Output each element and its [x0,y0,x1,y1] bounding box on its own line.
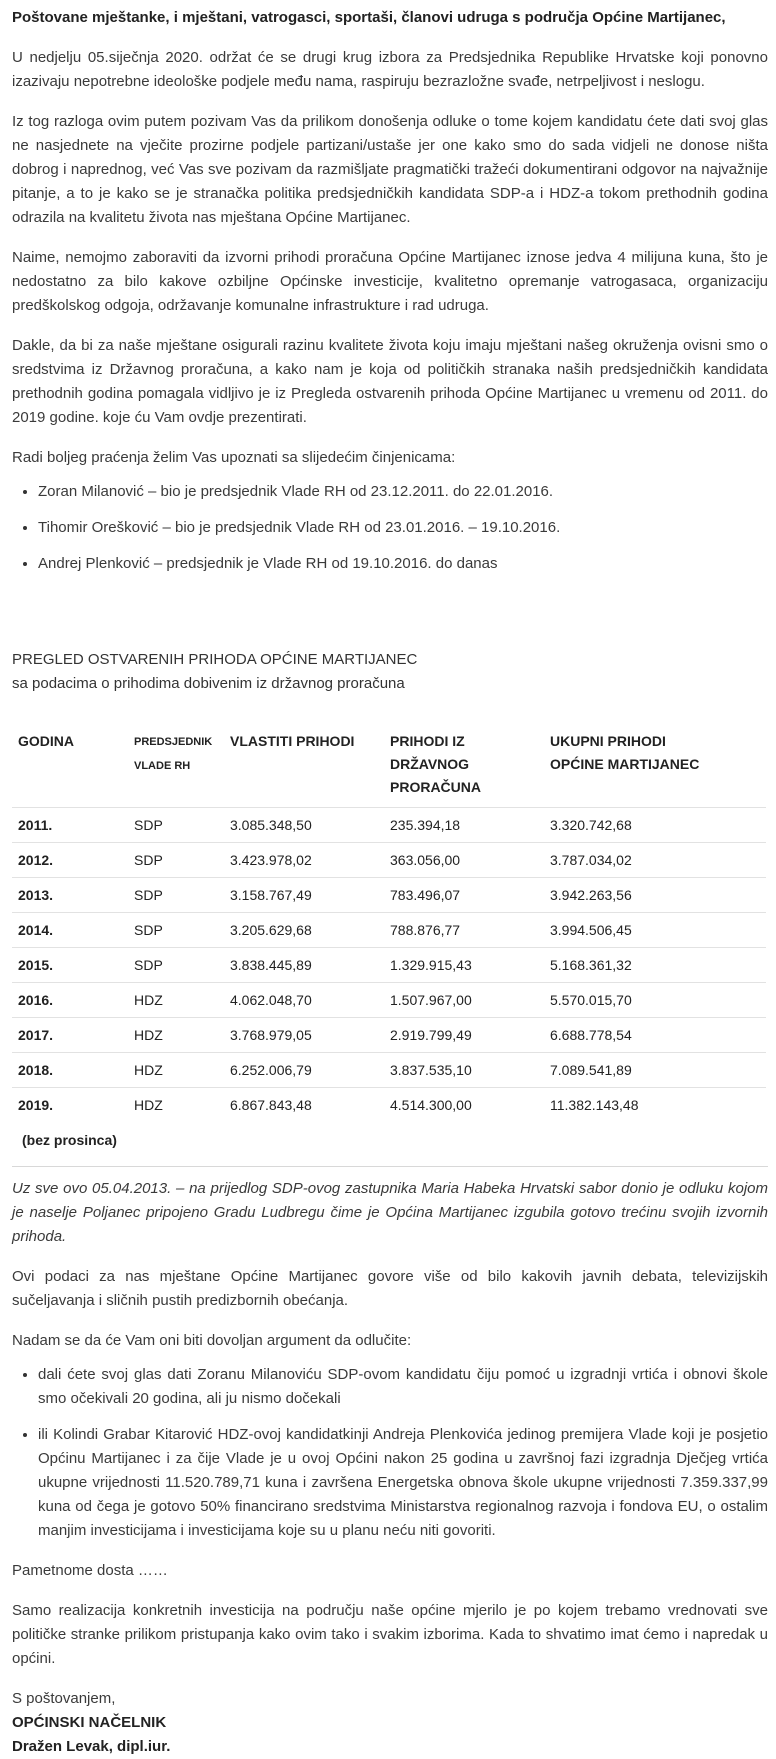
facts-list [12,480,768,576]
cell-year: 2016. [12,983,128,1018]
facts-intro: Radi boljeg praćenja želim Vas upoznati sa slijedećim činjenicama: [12,449,456,466]
header-president: PREDSJEDNIK VLADE RH [128,722,224,808]
enough-line: Pametnome dosta …… [12,1562,168,1579]
signature [12,1687,768,1759]
cell-state: 1.507.967,00 [384,983,544,1018]
header-year: GODINA [12,722,128,808]
header-own-income: VLASTITI PRIHODI [224,722,384,808]
table-row [12,808,766,843]
cell-own: 3.768.979,05 [224,1018,384,1053]
italic-note: Uz sve ovo 05.04.2013. – na prijedlog SDP-ovog zastupnika Maria Habeka Hrvatski sabor donio je odluku kojom je naselje Poljanec pripojeno Gradu Ludbregu čime je Općina Martijanec izgubila gotovo trećinu svojih izvornih prihoda. [12,1180,768,1245]
cell-own: 3.423.978,02 [224,843,384,878]
cell-own: 6.252.006,79 [224,1053,384,1088]
budget-paragraph: Naime, nemojmo zaboraviti da izvorni prihodi proračuna Općine Martijanec iznose jedva 4 milijuna kuna, što je nedostatno za bilo kakove ozbiljne Općinske investicije, kvalitetno opremanje vatrogasaca, organizaciju predškolskog odgoja, održavanje komunalne infrastrukture i rad udruga. [12,249,768,314]
cell-total: 3.787.034,02 [544,843,766,878]
appeal-paragraph: Iz tog razloga ovim putem pozivam Vas da prilikom donošenja odluke o tome kojem kandidatu ćete dati svoj glas ne nasjednete na vječite prozirne podjele partizani/ustaše jer one kako smo do sada vidjeli ne donose ništa dobrog i naprednog, već Vas sve pozivam da razmišljate pragmatički tražeći dokumentirani odgovor na najvažnije pitanje, a to je kako se je stranačka politika predsjedničkih kandidata SDP-a i HDZ-a tokom prethodnih godina odrazila na kvalitetu života nas mještana Općine Martijanec. [12,113,768,226]
cell-own: 3.085.348,50 [224,808,384,843]
cell-state: 4.514.300,00 [390,1097,472,1113]
cell-total: 5.168.361,32 [544,948,766,983]
income-table [12,722,766,1122]
choices-list [12,1363,768,1543]
signature-name: Dražen Levak, dipl.iur. [12,1738,171,1755]
list-item: • Andrej Plenković – predsjednik je Vlade RH od 19.10.2016. do danas [38,552,768,576]
cell-party: SDP [128,843,224,878]
cell-total: 3.994.506,45 [544,913,766,948]
closing-paragraph: Ovi podaci za nas mještane Općine Martijanec govore više od bilo kakovih javnih debata, televizijskih sučeljavanja i sličnih pustih predizbornih obećanja. [12,1268,768,1309]
cell-party: HDZ [134,1097,163,1113]
cell-state: 788.876,77 [384,913,544,948]
cell-own: 4.062.048,70 [224,983,384,1018]
list-item: • Tihomir Orešković – bio je predsjednik Vlade RH od 23.01.2016. – 19.10.2016. [38,516,768,540]
table-title: PREGLED OSTVARENIH PRIHODA OPĆINE MARTIJANEC [12,651,418,668]
cell-own: 3.838.445,89 [224,948,384,983]
cell-state: 1.329.915,43 [384,948,544,983]
cell-own: 3.205.629,68 [224,913,384,948]
decision-intro: Nadam se da će Vam oni biti dovoljan argument da odlučite: [12,1332,412,1349]
salutation: Poštovane mještanke, i mještani, vatrogasci, sportaši, članovi udruga s područja Općine Martijanec, [12,9,726,26]
cell-state: 3.837.535,10 [384,1053,544,1088]
cell-year: 2013. [12,878,128,913]
cell-state: 235.394,18 [384,808,544,843]
list-item: • dali ćete svoj glas dati Zoranu Milanoviću SDP-ovom kandidatu čiju pomoć u izgradnji vrtića i obnovi škole smo očekivali 20 godina, ali ju nismo dočekali [38,1363,768,1411]
cell-total: 3.942.263,56 [544,878,766,913]
table-row [12,878,766,913]
cell-state: 2.919.799,49 [384,1018,544,1053]
cell-year: 2011. [12,808,128,843]
signature-greeting: S poštovanjem, [12,1690,116,1707]
cell-party: SDP [128,913,224,948]
signature-role: OPĆINSKI NAČELNIK [12,1714,167,1731]
cell-party: SDP [128,808,224,843]
header-state-income: PRIHODI IZ DRŽAVNOG PRORAČUNA [384,722,544,808]
cell-total: 3.320.742,68 [544,808,766,843]
cell-party: HDZ [128,983,224,1018]
cell-year: 2017. [12,1018,128,1053]
header-total-income: UKUPNI PRIHODI OPĆINE MARTIJANEC [544,722,766,808]
cell-party: HDZ [128,1053,224,1088]
table-row [12,913,766,948]
intro-paragraph: U nedjelju 05.siječnja 2020. održat će se drugi krug izbora za Predsjednika Republike Hrvatske koji ponovno izazivaju nepotrebne ideološke podjele među nama, raspiruju bezrazložne svađe, netrpeljivost i neslogu. [12,49,768,90]
cell-year: 2015. [12,948,128,983]
table-row [12,1053,766,1088]
cell-total: 6.688.778,54 [544,1018,766,1053]
cell-year: 2018. [12,1053,128,1088]
divider [12,1166,768,1167]
list-item: • Zoran Milanović – bio je predsjednik Vlade RH od 23.12.2011. do 22.01.2016. [38,480,768,504]
cell-state: 363.056,00 [384,843,544,878]
cell-party: HDZ [128,1018,224,1053]
cell-total: 7.089.541,89 [544,1053,766,1088]
cell-total: 11.382.143,48 [550,1097,639,1113]
cell-year: 2014. [12,913,128,948]
state-funds-paragraph: Dakle, da bi za naše mještane osigurali razinu kvalitete života koju imaju mještani našeg okruženja ovisni smo o sredstvima iz Državnog proračuna, a kako nam je koja od političkih stranaka naših predsjedničkih kandidata prethodnih godina pomagala vidljivo je iz Pregleda ostvarenih prihoda Općine Martijanec u vremenu od 2011. do 2019 godine. koje ću Vam ovdje prezentirati. [12,337,768,426]
table-header-row [12,722,766,808]
table-row [12,983,766,1018]
table-note: (bez prosinca) [22,1132,117,1148]
table-row [12,948,766,983]
cell-own: 3.158.767,49 [224,878,384,913]
cell-state: 783.496,07 [384,878,544,913]
final-paragraph: Samo realizacija konkretnih investicija na području naše općine mjerilo je po kojem trebamo vrednovati sve političke stranke prilikom pristupanja kako ovim tako i svakim izborima. Kada to shvatimo imat ćemo i napredak u općini. [12,1602,768,1667]
list-item: • ili Kolindi Grabar Kitarović HDZ-ovoj kandidatkinji Andreja Plenkovića jedinog premijera Vlade koji je posjetio Općinu Martijanec i za čije Vlade je u ovoj Općini nakon 25 godina u završnoj fazi izgradnja Dječjeg vrtića ukupne vrijednosti 11.520.789,71 kuna i završena Energetska obnova škole ukupne vrijednosti 7.359.337,99 kuna od čega je gotovo 50% financirano sredstvima Ministarstva regionalnog razvoja i fondova EU, o ostalim manjim investicijama i investicijama koje su u planu neću niti govoriti. [38,1423,768,1543]
cell-total: 5.570.015,70 [544,983,766,1018]
table-row [12,843,766,878]
cell-party: SDP [128,948,224,983]
cell-year: 2012. [12,843,128,878]
table-row [12,1018,766,1053]
table-row [12,1088,766,1123]
cell-year: 2019. [18,1097,54,1113]
table-subtitle: sa podacima o prihodima dobivenim iz državnog proračuna [12,675,405,692]
cell-own: 6.867.843,48 [230,1097,312,1113]
cell-party: SDP [128,878,224,913]
